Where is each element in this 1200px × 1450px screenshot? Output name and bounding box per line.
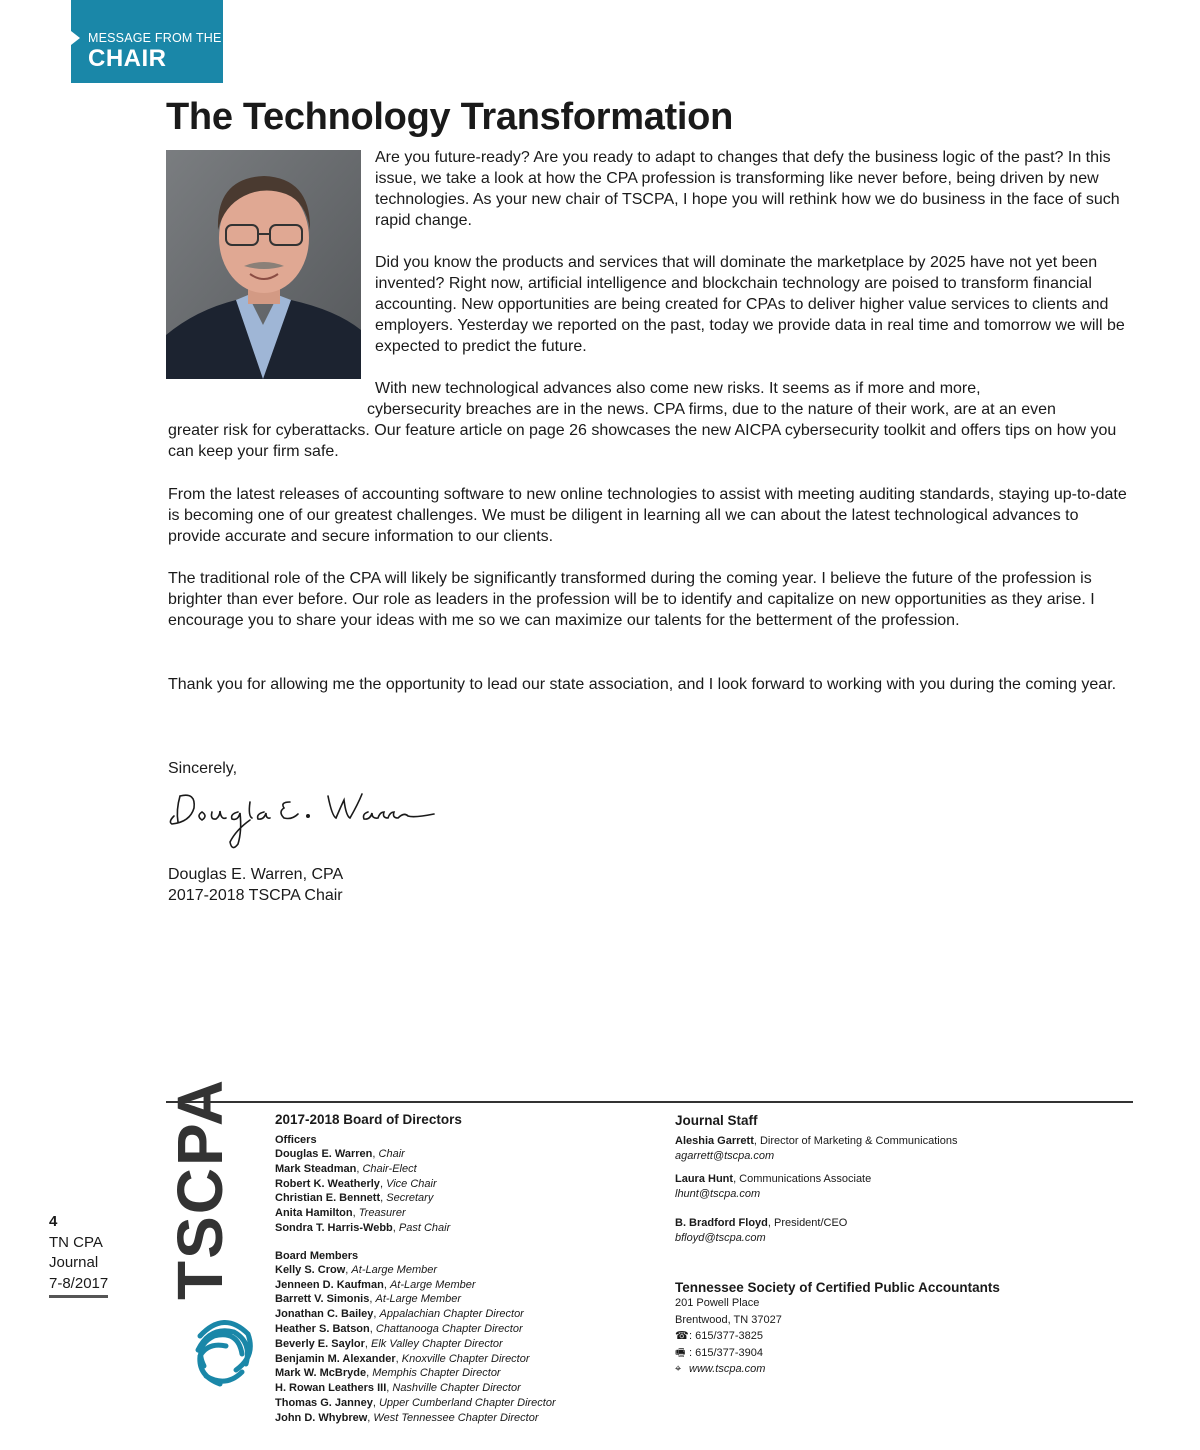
member-name: Heather S. Batson — [275, 1322, 370, 1335]
page-number: 4 — [49, 1213, 58, 1230]
mouse-icon: ⌖ — [675, 1363, 682, 1375]
tscpa-logo-icon — [190, 1316, 258, 1388]
member-name: Kelly S. Crow — [275, 1263, 346, 1276]
body-paragraph-3-line-2: cybersecurity breaches are in the news. CPA firms, due to the nature of their work, are at an even — [367, 401, 1056, 418]
handwritten-signature — [166, 786, 441, 856]
body-paragraph-6: Thank you for allowing me the opportunity to lead our state association, and I look forward to working with you during the coming year. — [168, 676, 1117, 693]
arrow-icon — [71, 31, 80, 45]
officer-role: Treasurer — [358, 1207, 406, 1220]
banner-small-text: MESSAGE FROM THE — [88, 31, 222, 45]
closing-text: Sincerely, — [168, 760, 238, 777]
phone-row — [675, 1328, 1135, 1345]
staff-role: , Director of Marketing & Communications — [753, 1135, 958, 1147]
member-row: John D. Whybrew, West Tennessee Chapter Director — [275, 1411, 539, 1424]
page-info — [49, 1212, 108, 1298]
address-line-2: Brentwood, TN 37027 — [675, 1313, 782, 1326]
member-role: Upper Cumberland Chapter Director — [378, 1396, 556, 1409]
officer-row: Robert K. Weatherly, Vice Chair — [275, 1177, 437, 1190]
address-line-1: 201 Powell Place — [675, 1297, 760, 1309]
officer-role: Chair-Elect — [362, 1162, 417, 1175]
member-role: At-Large Member — [389, 1278, 476, 1291]
signer-title: 2017-2018 TSCPA Chair — [168, 887, 343, 904]
fax-row — [675, 1345, 1135, 1362]
body-paragraph-3-line-1: With new technological advances also come new risks. It seems as if more and more, — [375, 380, 981, 397]
website-link[interactable]: www.tscpa.com — [689, 1363, 766, 1375]
member-name: Thomas G. Janney — [275, 1396, 373, 1409]
staff-role: , President/CEO — [767, 1217, 848, 1229]
staff-email[interactable]: lhunt@tscpa.com — [675, 1188, 761, 1200]
member-name: Jonathan C. Bailey — [275, 1308, 374, 1321]
member-name: John D. Whybrew — [275, 1411, 368, 1424]
member-role: At-Large Member — [375, 1293, 462, 1306]
member-name: H. Rowan Leathers III — [275, 1382, 387, 1395]
staff-name: B. Bradford Floyd — [675, 1217, 768, 1229]
member-name: Mark W. McBryde — [275, 1367, 367, 1380]
officers-list — [275, 1147, 665, 1236]
officer-name: Sondra T. Harris-Webb — [275, 1221, 393, 1234]
members-list — [275, 1263, 665, 1426]
publication-name-line-1: TN CPA — [49, 1233, 103, 1251]
body-paragraph-4: From the latest releases of accounting software to new online technologies to assist with meeting auditing standards, staying up-to-date is becoming one of our greatest challenges. We must be diligent in learning all we can about the latest technological advances to provide accurate and secure information to our clients. — [168, 486, 1127, 545]
officer-role: Chair — [378, 1148, 405, 1160]
body-paragraph-3-rest: greater risk for cyberattacks. Our feature article on page 26 showcases the new AICPA cybersecurity toolkit and offers tips on how you can keep your firm safe. — [168, 422, 1117, 460]
officer-row: Christian E. Bennett, Secretary — [275, 1192, 434, 1205]
member-role: Chattanooga Chapter Director — [375, 1322, 523, 1335]
banner-big-text: CHAIR — [88, 45, 167, 72]
officer-name: Christian E. Bennett — [275, 1192, 381, 1205]
staff-name-role — [675, 1134, 1135, 1149]
officers-label: Officers — [275, 1134, 317, 1146]
officer-role: Secretary — [386, 1192, 434, 1205]
staff-role: , Communications Associate — [733, 1173, 872, 1185]
members-label: Board Members — [275, 1249, 359, 1262]
chair-portrait-photo — [166, 150, 361, 379]
officer-row: Anita Hamilton, Treasurer — [275, 1207, 406, 1220]
body-paragraph-1: Are you future-ready? Are you ready to adapt to changes that defy the business logic of the past? In this issue, we take a look at how the CPA profession is transforming like never before, being driven by new technologies. As your new chair of TSCPA, I hope you will rethink how we do business in the face of such rapid change. — [375, 149, 1120, 229]
member-row: Benjamin M. Alexander, Knoxville Chapter Director — [275, 1352, 530, 1365]
member-role: Elk Valley Chapter Director — [371, 1337, 503, 1350]
staff-entry — [675, 1134, 1135, 1164]
member-row: Beverly E. Saylor, Elk Valley Chapter Director — [275, 1337, 503, 1350]
member-role: Knoxville Chapter Director — [401, 1352, 530, 1365]
staff-email[interactable]: agarrett@tscpa.com — [675, 1150, 775, 1162]
member-row: Heather S. Batson, Chattanooga Chapter Director — [275, 1322, 523, 1335]
member-role: Nashville Chapter Director — [392, 1382, 521, 1395]
phone-icon: ☎ — [675, 1330, 689, 1342]
phone-number: : 615/377-3825 — [689, 1330, 764, 1342]
website-row — [675, 1361, 1135, 1378]
fax-icon: 🖷 — [675, 1346, 686, 1359]
staff-heading: Journal Staff — [675, 1113, 758, 1128]
body-paragraph-5: The traditional role of the CPA will likely be significantly transformed during the coming year. I believe the future of the profession is brighter than ever before. Our role as leaders in the profession will be to identify and capitalize on new opportunities as they arise. I encourage you to share your ideas with me so we can maximize our talents for the betterment of the profession. — [168, 570, 1095, 629]
officer-row: Sondra T. Harris-Webb, Past Chair — [275, 1221, 451, 1234]
staff-email[interactable]: bfloyd@tscpa.com — [675, 1232, 766, 1244]
officer-role: Past Chair — [398, 1221, 451, 1234]
member-name: Benjamin M. Alexander — [275, 1352, 396, 1365]
member-name: Barrett V. Simonis — [275, 1293, 370, 1306]
officer-row: Mark Steadman, Chair-Elect — [275, 1162, 417, 1175]
member-row: Kelly S. Crow, At-Large Member — [275, 1263, 438, 1276]
board-of-directors — [275, 1112, 665, 1426]
staff-entry — [675, 1216, 1135, 1246]
member-row: Barrett V. Simonis, At-Large Member — [275, 1293, 462, 1306]
member-row: H. Rowan Leathers III, Nashville Chapter Director — [275, 1382, 521, 1395]
member-name: Jenneen D. Kaufman — [275, 1278, 384, 1291]
organization-name: Tennessee Society of Certified Public Accountants — [675, 1280, 1000, 1295]
publication-name-line-2: Journal — [49, 1254, 99, 1271]
member-row: Jonathan C. Bailey, Appalachian Chapter Director — [275, 1308, 524, 1321]
member-row: Jenneen D. Kaufman, At-Large Member — [275, 1278, 476, 1291]
issue-date: 7-8/2017 — [49, 1274, 108, 1299]
journal-staff — [675, 1113, 1135, 1378]
officer-name: Douglas E. Warren — [275, 1148, 373, 1160]
fax-number: : 615/377-3904 — [689, 1346, 764, 1359]
staff-name: Aleshia Garrett — [675, 1135, 754, 1147]
section-banner — [71, 0, 223, 83]
member-name: Beverly E. Saylor — [275, 1337, 365, 1350]
staff-name-role — [675, 1172, 1135, 1187]
staff-entry — [675, 1172, 1135, 1202]
member-role: At-Large Member — [351, 1263, 438, 1276]
member-row: Thomas G. Janney, Upper Cumberland Chapter Director — [275, 1396, 556, 1409]
signer-name: Douglas E. Warren, CPA — [168, 866, 344, 883]
officer-name: Robert K. Weatherly — [275, 1177, 380, 1190]
staff-name-role — [675, 1216, 1135, 1231]
member-role: West Tennessee Chapter Director — [373, 1411, 539, 1424]
member-role: Appalachian Chapter Director — [379, 1308, 524, 1321]
staff-name: Laura Hunt — [675, 1173, 734, 1185]
officer-role: Vice Chair — [386, 1177, 437, 1190]
member-role: Memphis Chapter Director — [372, 1367, 501, 1380]
staff-list — [675, 1134, 1135, 1246]
member-row: Mark W. McBryde, Memphis Chapter Director — [275, 1367, 501, 1380]
officer-name: Anita Hamilton — [275, 1207, 353, 1220]
board-heading: 2017-2018 Board of Directors — [275, 1112, 462, 1127]
body-paragraph-2: Did you know the products and services that will dominate the marketplace by 2025 have not yet been invented? Right now, artificial intelligence and blockchain technology are poised to transform financial accounting. New opportunities are being created for CPAs to deliver higher value services to clients and employers. Yesterday we reported on the past, today we provide data in real time and tomorrow we will be expected to predict the future. — [375, 254, 1125, 355]
officer-name: Mark Steadman — [275, 1162, 357, 1175]
tscpa-logo-wordmark: TSCPA — [164, 1077, 236, 1300]
page-title: The Technology Transformation — [166, 96, 733, 138]
footer-divider — [166, 1101, 1133, 1103]
officer-row: Douglas E. Warren, Chair — [275, 1148, 405, 1160]
